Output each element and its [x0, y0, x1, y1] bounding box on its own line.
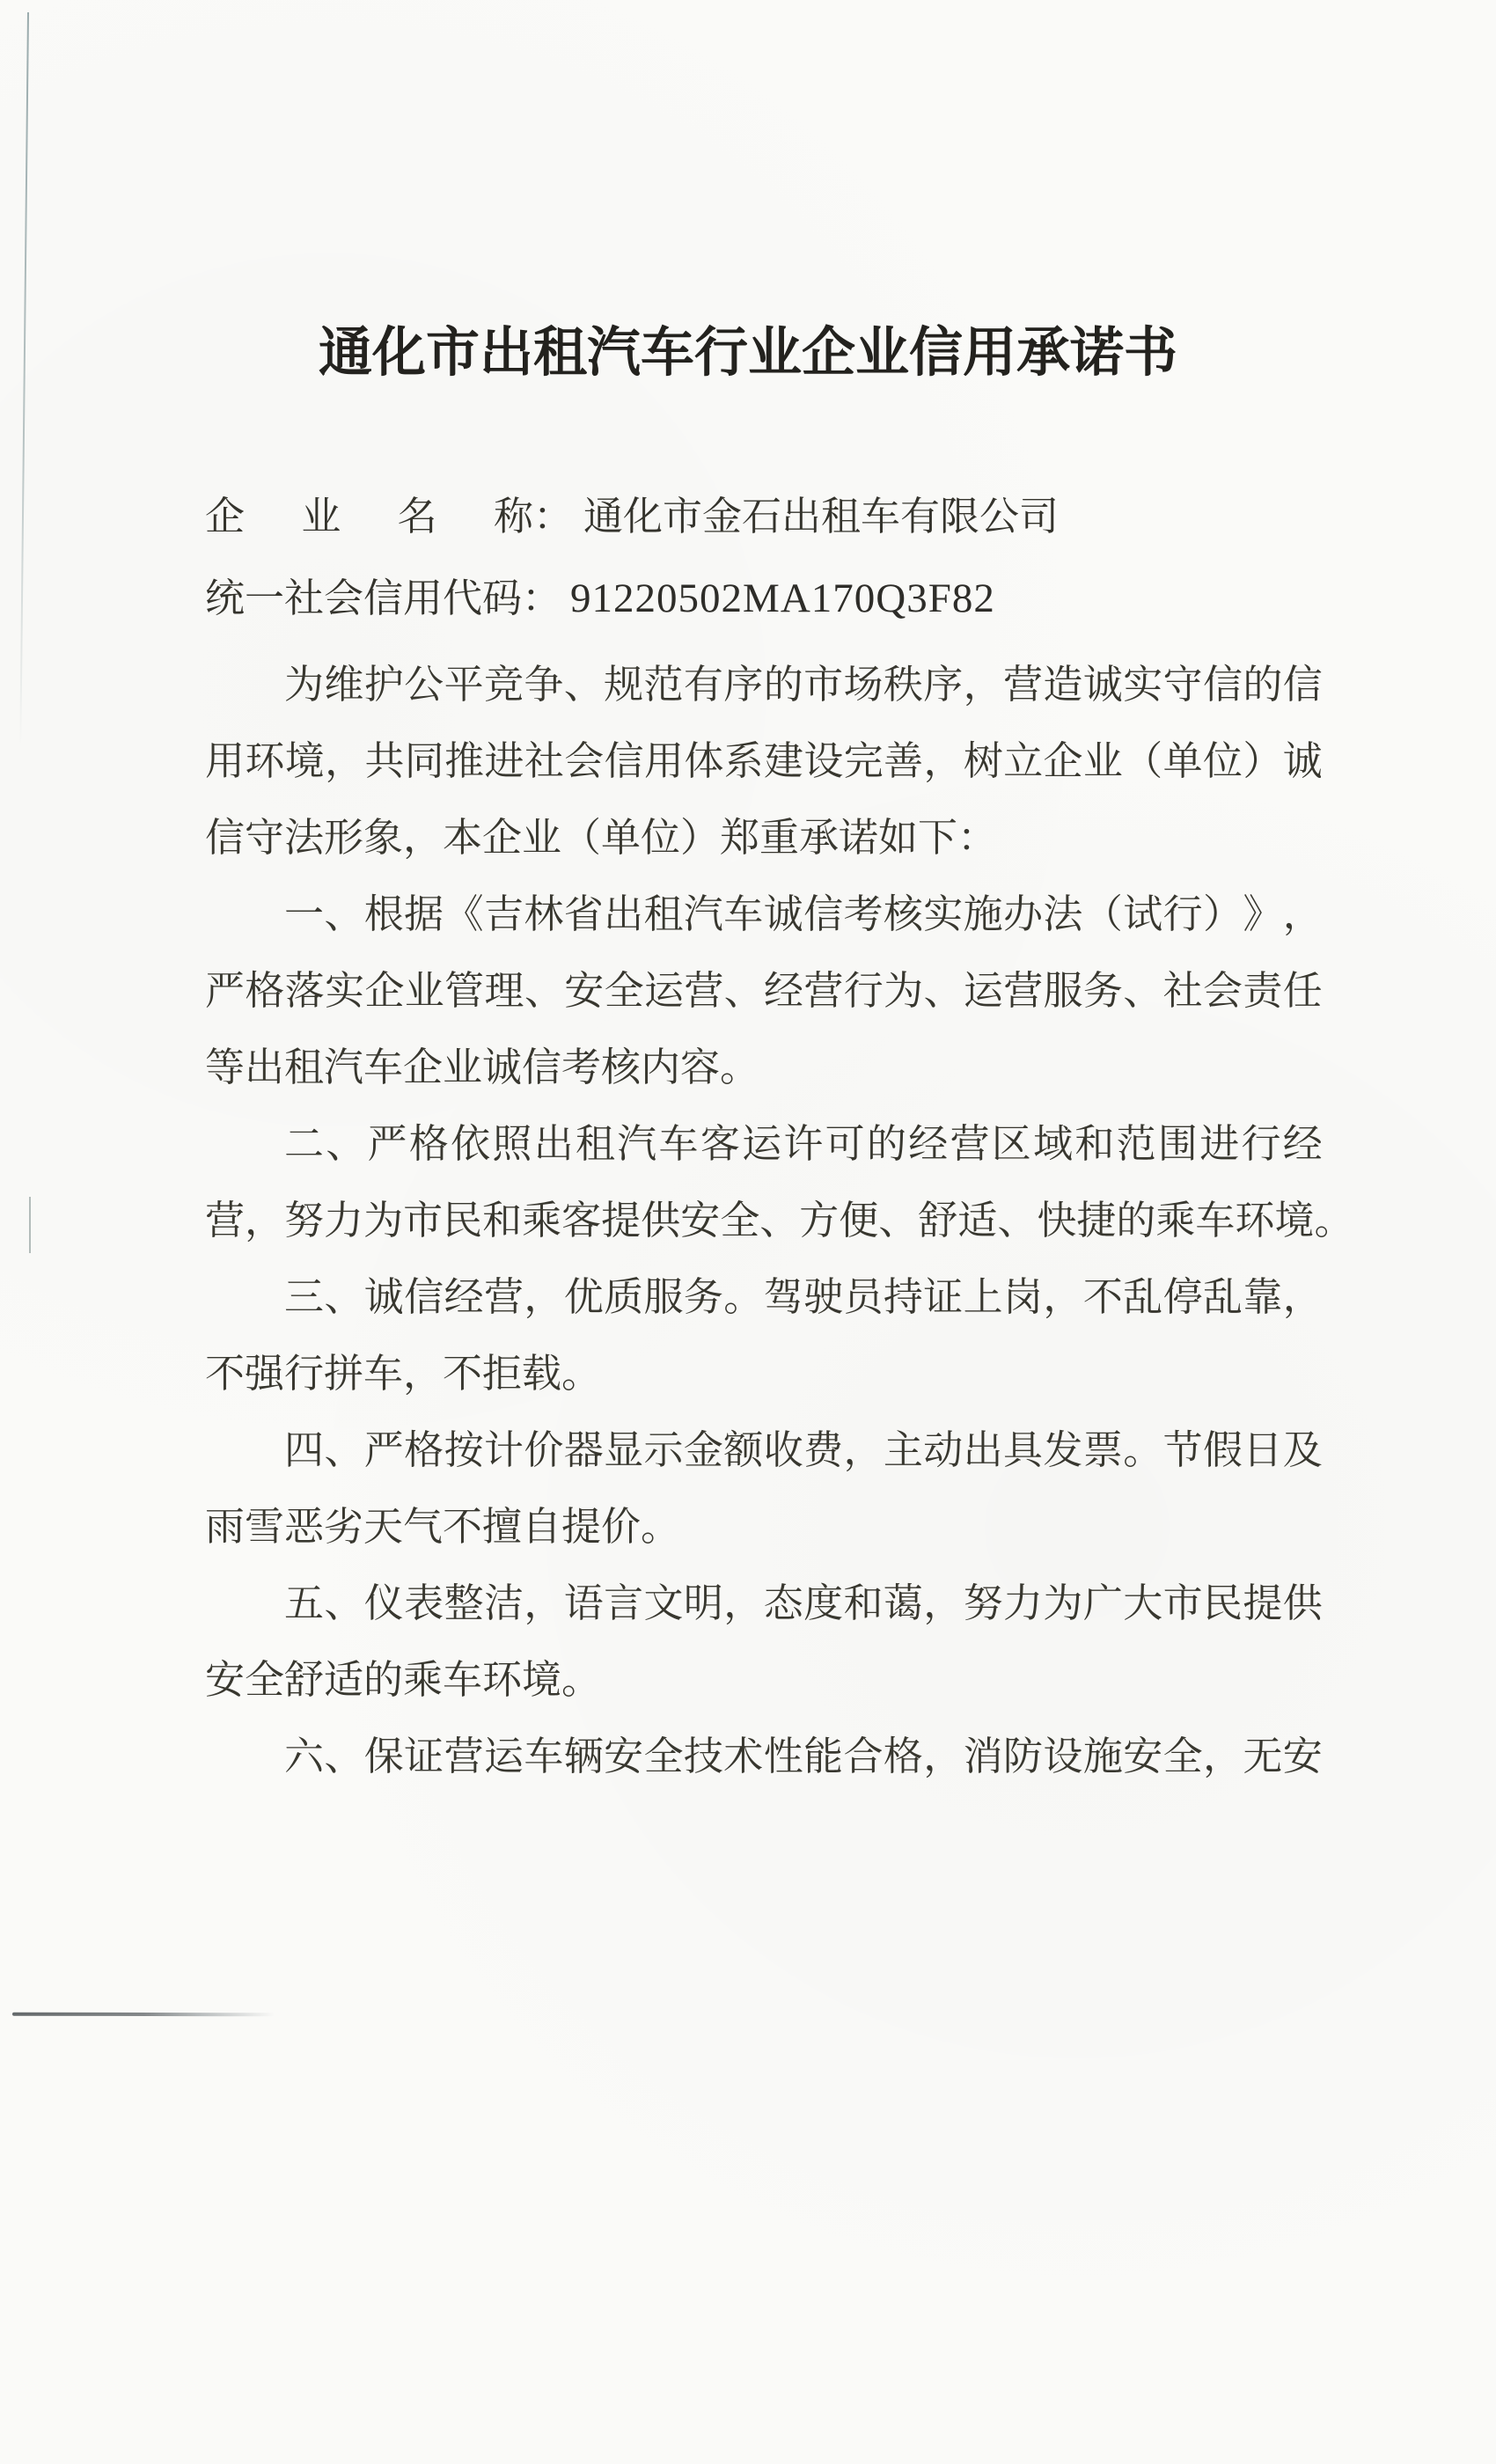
text-line: 二 、 严 格 依 照 出 租 汽 车 客 运 许 可 的 经 营 区 域 和 范 围 进 行 经 [284, 1122, 1323, 1166]
credit-code-colon: ： [522, 576, 562, 620]
text-line: 营 ， 努 力 为 市 民 和 乘 客 提 供 安 全 、 方 便 、 舒 适 、 快 捷 的 乘 车 环 境 。 [205, 1199, 1354, 1243]
company-name-label: 企 业 名 称 [205, 495, 533, 539]
text-line: 一 、 根 据 《 吉 林 省 出 租 汽 车 诚 信 考 核 实 施 办 法 （ 试 行 ） 》 ， [284, 892, 1323, 936]
credit-code-value: 91220502MA170Q3F82 [570, 576, 995, 621]
credit-code-field [205, 561, 1323, 637]
text-line: 不强行拼车，不拒载。 [205, 1352, 602, 1396]
scan-artifact-vertical-segment [29, 1197, 31, 1253]
text-line: 为 维 护 公 平 竞 争 、 规 范 有 序 的 市 场 秩 序 ， 营 造 诚 实 守 信 的 信 [284, 663, 1323, 707]
company-name-colon: ： [533, 495, 574, 539]
text-line: 五 、 仪 表 整 洁 ， 语 言 文 明 ， 态 度 和 蔼 ， 努 力 为 广 大 市 民 提 供 [284, 1581, 1323, 1625]
text-line: 严 格 落 实 企 业 管 理 、 安 全 运 营 、 经 营 行 为 、 运 营 服 务 、 社 会 责 任 [205, 969, 1323, 1013]
text-line: 六 、 保 证 营 运 车 辆 安 全 技 术 性 能 合 格 ， 消 防 设 施 安 全 ， 无 安 [284, 1734, 1323, 1778]
company-name-value: 通化市金石出租车有限公司 [583, 495, 1060, 539]
scan-artifact-horizontal-streak [12, 2013, 275, 2017]
text-line: 三 、 诚 信 经 营 ， 优 质 服 务 。 驾 驶 员 持 证 上 岗 ， 不 乱 停 乱 靠 ， [284, 1275, 1323, 1319]
text-line: 用 环 境 ， 共 同 推 进 社 会 信 用 体 系 建 设 完 善 ， 树 立 企 业 （ 单 位 ） 诚 [205, 739, 1323, 783]
text-line: 安全舒适的乘车环境。 [205, 1658, 602, 1702]
credit-code-label: 统一社会信用代码 [205, 576, 523, 620]
text-line: 等出租汽车企业诚信考核内容。 [205, 1045, 760, 1089]
text-line: 雨雪恶劣天气不擅自提价。 [205, 1505, 681, 1549]
text-line: 四 、 严 格 按 计 价 器 显 示 金 额 收 费 ， 主 动 出 具 发 票 。 节 假 日 及 [284, 1428, 1323, 1472]
text-line: 信守法形象，本企业（单位）郑重承诺如下： [205, 816, 998, 860]
commitment-text [205, 647, 1354, 1795]
document-title: 通化市出租汽车行业企业信用承诺书 [318, 324, 1177, 383]
company-name-field [205, 479, 1323, 555]
